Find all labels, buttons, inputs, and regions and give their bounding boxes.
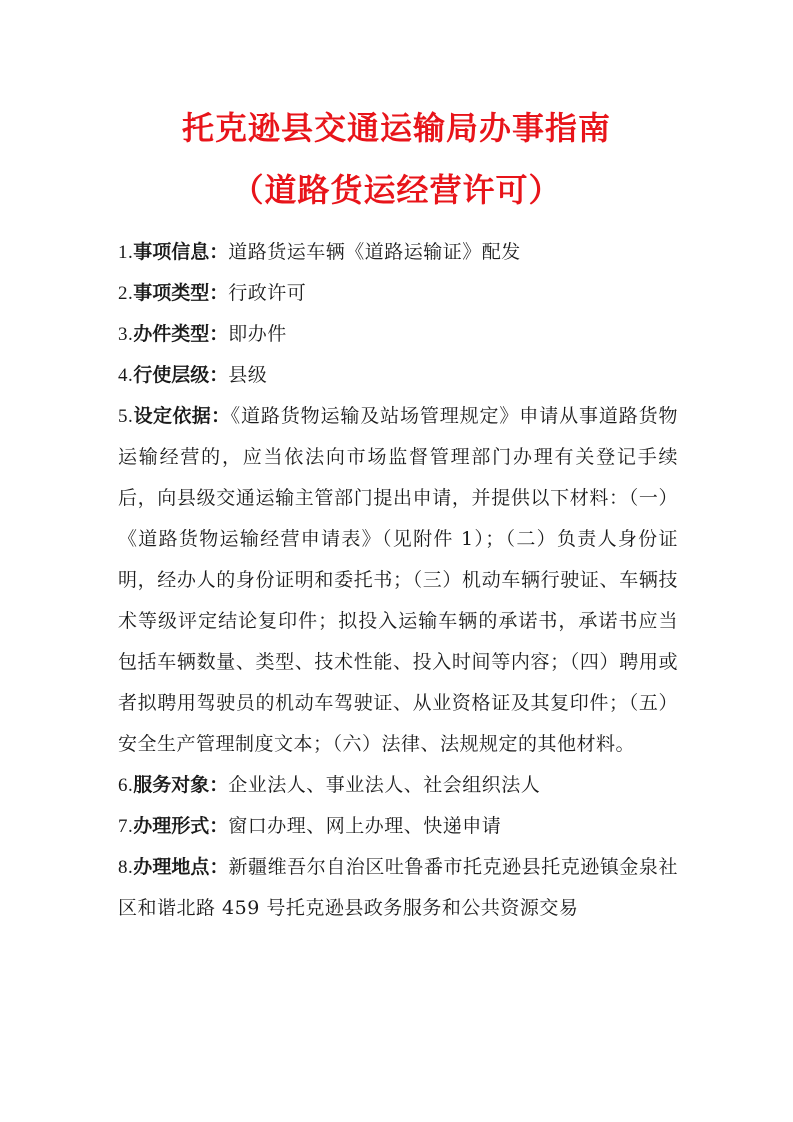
- item-matter-type: [118, 273, 678, 314]
- item-case-type: [118, 314, 678, 355]
- page-title: 托克逊县交通运输局办事指南: [181, 109, 611, 147]
- item-handling-form: [118, 806, 678, 847]
- item-number: 2.: [118, 283, 134, 304]
- item-service-target: [118, 765, 678, 806]
- item-text: 县级: [228, 364, 268, 386]
- item-level: [118, 355, 678, 396]
- item-number: 6.: [118, 775, 134, 796]
- item-matter-info: [118, 232, 678, 273]
- item-text: 即办件: [228, 323, 287, 345]
- item-number: 8.: [118, 857, 134, 878]
- item-text: 企业法人、事业法人、社会组织法人: [228, 774, 541, 796]
- item-text: 行政许可: [228, 282, 307, 304]
- item-label: 服务对象：: [133, 774, 229, 796]
- item-legal-basis: [118, 396, 678, 765]
- item-number: 3.: [118, 324, 134, 345]
- item-handling-location: [118, 847, 678, 929]
- item-text: 《道路货物运输及站场管理规定》申请从事道路货物运输经营的，应当依法向市场监督管理部门办理有关登记手续后，向县级交通运输主管部门提出申请，并提供以下材料：（一）《道路货物运输经营申请表》（见附件 1）；（二）负责人身份证明，经办人的身份证明和委托书；（三）机动车辆行驶证、车辆技术等级评定结论复印件；拟投入运输车辆的承诺书，承诺书应当包括车辆数量、类型、技术性能、投入时间等内容；（四）聘用或者拟聘用驾驶员的机动车驾驶证、从业资格证及其复印件；（五）安全生产管理制度文本；（六）法律、法规规定的其他材料。: [118, 405, 678, 755]
- item-text: 道路货运车辆《道路运输证》配发: [228, 241, 521, 263]
- item-text: 窗口办理、网上办理、快递申请: [228, 815, 502, 837]
- item-number: 7.: [118, 816, 134, 837]
- item-label: 行使层级：: [133, 364, 229, 386]
- item-text: 新疆维吾尔自治区吐鲁番市托克逊县托克逊镇金泉社区和谐北路 459 号托克逊县政务服务和公共资源交易: [118, 856, 678, 919]
- guide-content: [118, 232, 678, 929]
- page-subtitle: （道路货运经营许可）: [231, 171, 562, 209]
- item-label: 办理地点：: [133, 856, 229, 878]
- item-number: 1.: [118, 242, 134, 263]
- item-label: 办件类型：: [133, 323, 229, 345]
- item-label: 办理形式：: [133, 815, 229, 837]
- item-label: 事项类型：: [133, 282, 229, 304]
- item-number: 4.: [118, 365, 134, 386]
- item-label: 事项信息：: [133, 241, 229, 263]
- item-number: 5.: [118, 406, 134, 427]
- item-label: 设定依据：: [133, 405, 231, 427]
